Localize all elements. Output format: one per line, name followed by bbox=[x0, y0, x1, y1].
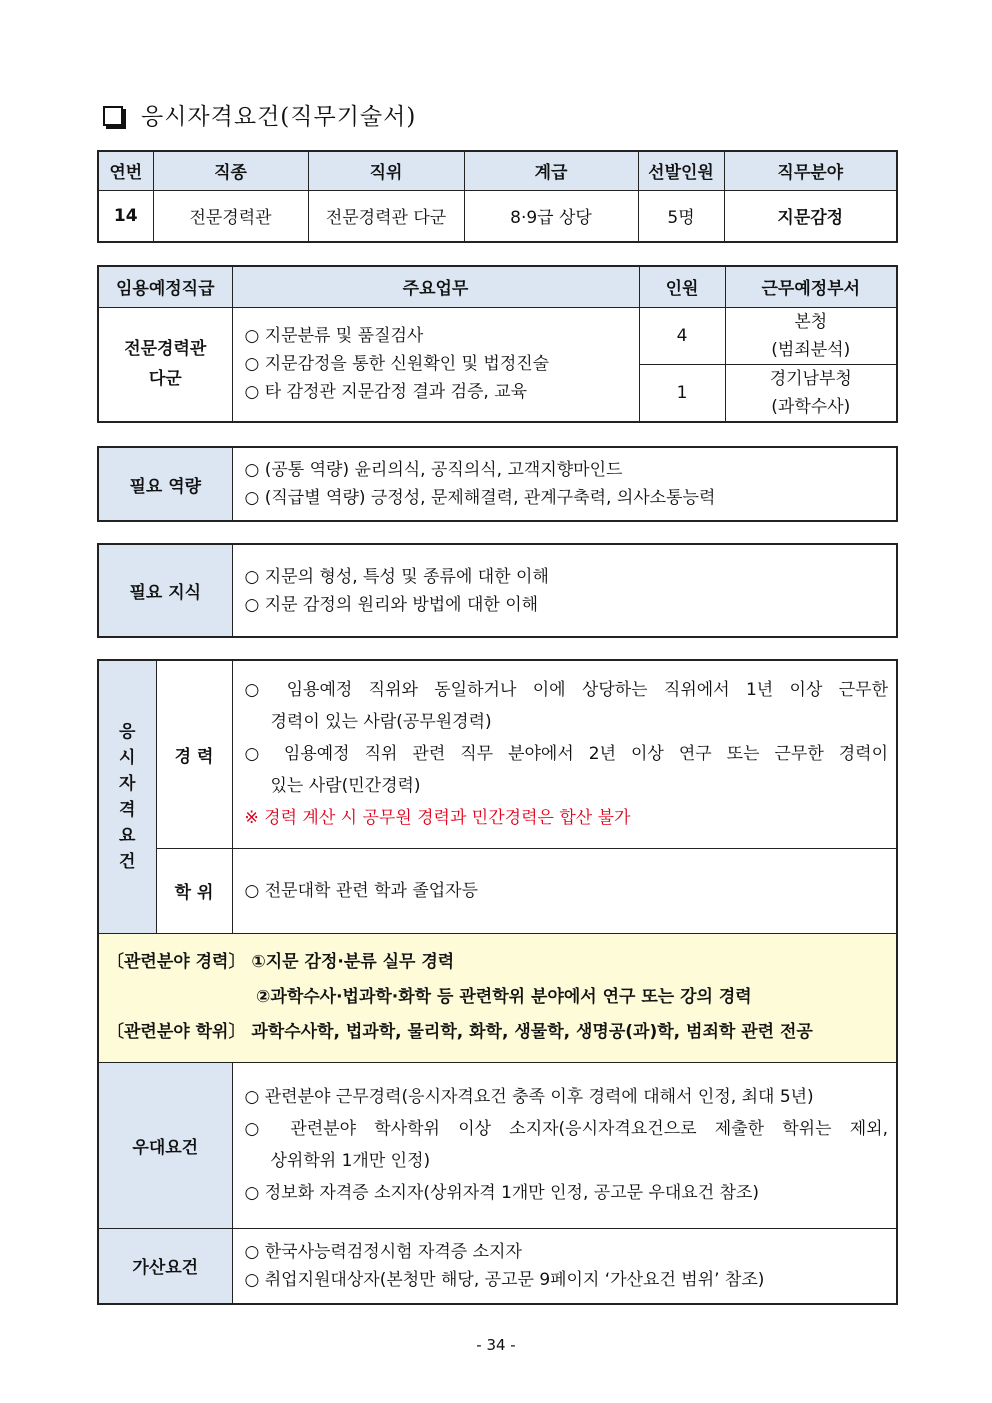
header-appoint-grade: 임용예정직급 bbox=[98, 266, 232, 307]
related-line: 〔관련분야 학위〕 과학수사학, 법과학, 물리학, 화학, 생물학, 생명공(과)학, 범죄학 관련 전공 bbox=[107, 1022, 813, 1042]
appoint-grade-cell bbox=[98, 307, 232, 422]
career-cell bbox=[232, 660, 897, 848]
cell-no: 14 bbox=[98, 190, 153, 242]
title-text: 응시자격요건(직무기술서) bbox=[141, 104, 417, 130]
header-field: 직무분야 bbox=[724, 151, 897, 190]
duties-cell bbox=[232, 307, 639, 422]
preference-item-line: 상위학위 1개만 인정) bbox=[270, 1151, 431, 1171]
dept-line: 경기남부청 bbox=[769, 368, 852, 389]
qualification-label-char: 시 bbox=[119, 747, 136, 768]
header-duties: 주요업무 bbox=[232, 266, 639, 307]
cell-position: 전문경력관 다군 bbox=[308, 190, 464, 242]
count-cell: 4 bbox=[639, 307, 725, 364]
career-item-line: ○ 임용예정 직위와 동일하거나 이에 상당하는 직위에서 1년 이상 근무한 bbox=[244, 680, 888, 701]
cell-headcount: 5명 bbox=[638, 190, 724, 242]
header-position: 직위 bbox=[308, 151, 464, 190]
dept-line: 본청 bbox=[794, 311, 828, 332]
duty-item: ○ 타 감정관 지문감정 결과 검증, 교육 bbox=[244, 382, 528, 402]
degree-cell bbox=[232, 848, 897, 933]
bonus-item: ○ 취업지원대상자(본청만 해당, 공고문 9페이지 ‘가산요건 범위’ 참조) bbox=[244, 1269, 765, 1290]
preference-label: 우대요건 bbox=[98, 1062, 232, 1228]
competency-cell bbox=[232, 447, 897, 521]
preference-item-line: ○ 관련분야 근무경력(응시자격요건 충족 이후 경력에 대해서 인정, 최대 5년) bbox=[244, 1087, 814, 1107]
count-cell: 1 bbox=[639, 364, 725, 422]
appoint-grade-line: 전문경력관 bbox=[124, 339, 207, 359]
competency-item: ○ (공통 역량) 윤리의식, 공직의식, 고객지향마인드 bbox=[244, 460, 623, 480]
header-job-type: 직종 bbox=[153, 151, 308, 190]
related-line: 〔관련분야 경력〕 ①지문 감정·분류 실무 경력 bbox=[107, 952, 455, 972]
related-field-box bbox=[98, 933, 897, 1062]
knowledge-label: 필요 지식 bbox=[98, 544, 232, 637]
preference-item-line: ○ 관련분야 학사학위 이상 소지자(응시자격요건으로 제출한 학위는 제외, bbox=[244, 1119, 888, 1139]
knowledge-cell bbox=[232, 544, 897, 637]
degree-label: 학 위 bbox=[156, 848, 232, 933]
duty-item: ○ 지문분류 및 품질검사 bbox=[244, 326, 424, 346]
related-line: ②과학수사·법과학·화학 등 관련학위 분야에서 연구 또는 강의 경력 bbox=[256, 987, 752, 1007]
qualification-label-char: 격 bbox=[119, 799, 136, 820]
qualification-label-char: 응 bbox=[119, 721, 136, 742]
career-item-line: ○ 임용예정 직위 관련 직무 분야에서 2년 이상 연구 또는 근무한 경력이 bbox=[244, 744, 888, 765]
duty-table bbox=[97, 265, 898, 423]
knowledge-table bbox=[97, 543, 898, 638]
qualification-table bbox=[97, 659, 898, 1305]
header-grade: 계급 bbox=[464, 151, 638, 190]
position-table bbox=[97, 150, 898, 243]
degree-item: ○ 전문대학 관련 학과 졸업자등 bbox=[244, 880, 479, 901]
competency-table bbox=[97, 446, 898, 522]
page-title bbox=[103, 98, 416, 131]
career-item-line: 있는 사람(민간경력) bbox=[270, 776, 421, 797]
header-count: 인원 bbox=[639, 266, 725, 307]
qualification-label-char: 자 bbox=[119, 773, 136, 794]
dept-cell bbox=[725, 307, 897, 364]
competency-item: ○ (직급별 역량) 긍정성, 문제해결력, 관계구축력, 의사소통능력 bbox=[244, 488, 716, 508]
appoint-grade-line: 다군 bbox=[148, 369, 182, 389]
dept-line: (과학수사) bbox=[771, 396, 851, 417]
career-item-line: 경력이 있는 사람(공무원경력) bbox=[270, 712, 492, 733]
competency-label: 필요 역량 bbox=[98, 447, 232, 521]
bonus-label: 가산요건 bbox=[98, 1228, 232, 1304]
dept-cell bbox=[725, 364, 897, 422]
header-dept: 근무예정부서 bbox=[725, 266, 897, 307]
page-number: - 34 - bbox=[476, 1336, 516, 1354]
header-headcount: 선발인원 bbox=[638, 151, 724, 190]
bonus-item: ○ 한국사능력검정시험 자격증 소지자 bbox=[244, 1241, 522, 1262]
cell-job-type: 전문경력관 bbox=[153, 190, 308, 242]
qualification-label bbox=[98, 660, 156, 933]
knowledge-item: ○ 지문 감정의 원리와 방법에 대한 이해 bbox=[244, 594, 539, 615]
qualification-label-char: 건 bbox=[119, 851, 136, 872]
knowledge-item: ○ 지문의 형성, 특성 및 종류에 대한 이해 bbox=[244, 566, 549, 587]
dept-line: (범죄분석) bbox=[771, 339, 851, 360]
career-note: ※ 경력 계산 시 공무원 경력과 민간경력은 합산 불가 bbox=[244, 808, 631, 829]
cell-field: 지문감정 bbox=[724, 190, 897, 242]
preference-cell bbox=[232, 1062, 897, 1228]
career-label: 경 력 bbox=[156, 660, 232, 848]
qualification-label-char: 요 bbox=[119, 825, 136, 846]
header-no: 연번 bbox=[98, 151, 153, 190]
duty-item: ○ 지문감정을 통한 신원확인 및 법정진술 bbox=[244, 354, 550, 374]
checkbox-icon bbox=[103, 106, 123, 126]
preference-item-line: ○ 정보화 자격증 소지자(상위자격 1개만 인정, 공고문 우대요건 참조) bbox=[244, 1183, 760, 1203]
bonus-cell bbox=[232, 1228, 897, 1304]
cell-grade: 8·9급 상당 bbox=[464, 190, 638, 242]
